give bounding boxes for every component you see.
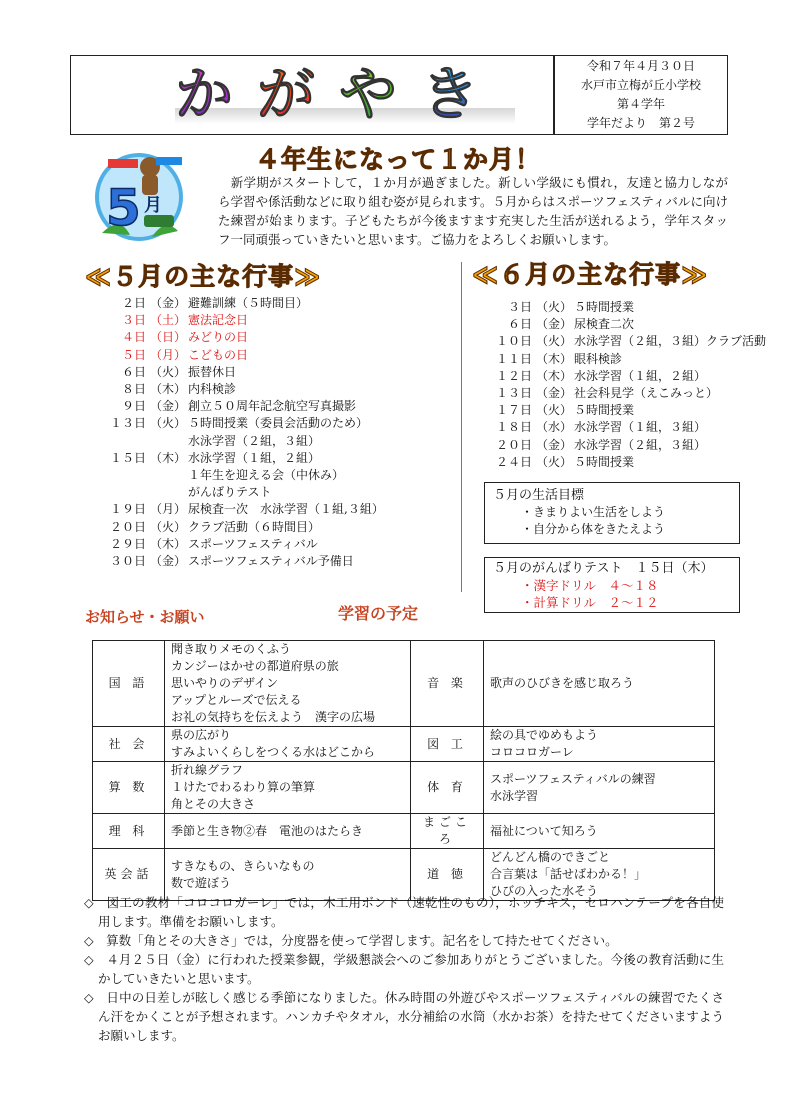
svg-text:き: き [421,62,480,128]
test-item: ・漢字ドリル ４～１８ [521,578,659,593]
event-day: １８日 [495,420,532,435]
event-weekday: （火） [536,334,573,349]
unit-item: お礼の気持ちを伝えよう 漢字の広場 [171,710,376,724]
subject-cell: 算 数 [93,762,165,814]
event-day: １３日 [495,386,532,401]
event-row [70,347,384,364]
event-row [470,368,766,385]
event-weekday: （火） [536,300,573,314]
content-cell [484,641,715,727]
subject-cell: 図 工 [411,727,484,762]
event-weekday [150,484,188,501]
event-row [470,333,766,350]
event-name: 水泳学習（１組，２組） [574,368,707,383]
event-row [70,501,384,518]
unit-item: 水泳学習 [490,788,539,803]
table-row [93,762,715,814]
event-name: 振替休日 [188,364,237,379]
event-name: 水泳学習（１組，２組） [188,450,321,465]
unit-item: アップとルーズで伝える [171,693,302,707]
event-day: ６日 [121,364,146,379]
event-row [70,519,384,536]
subject-cell: まごころ [411,814,484,849]
unit-item: スポーツフェスティバルの練習 [490,771,656,786]
unit-item: コロコロガーレ [490,745,574,759]
event-name: 水泳学習（２組，３組） [574,437,707,452]
event-row [70,553,384,570]
note-item: ◇ 図工の教材「コロコロガーレ」では，木工用ボンド（速乾性のもの），ホッチキス，セロハンテープを各自使用します。準備をお願いします。 [84,895,724,929]
event-name: １年生を迎える会（中休み） [188,468,345,483]
event-day: ８日 [121,382,146,397]
event-name: 水泳学習（２組，３組） [188,433,321,448]
header-info [556,57,726,133]
event-day: ２日 [121,296,146,310]
event-day: １２日 [495,368,532,383]
event-name: 尿検査二次 [574,317,635,332]
content-cell [484,762,715,814]
content-cell [484,727,715,762]
svg-text:が: が [257,62,316,128]
event-day: ２０日 [109,519,146,534]
event-day [70,467,150,484]
goal-item: ・自分から体をきたえよう [521,522,666,536]
event-day: ２９日 [109,536,146,551]
event-day: １５日 [109,450,146,465]
subject-cell: 理 科 [93,814,165,849]
event-row [470,385,766,402]
content-cell [484,814,715,849]
event-day: ４日 [121,330,146,345]
subject-cell: 社 会 [93,727,165,762]
june-events-heading: ≪６月の主な行事≫ [472,260,709,289]
event-weekday: （月） [150,347,187,362]
unit-item: 聞き取りメモのくふう [171,642,292,656]
unit-item: すみよいくらしをつくる水はどこから [171,745,376,759]
study-plan-table [92,640,715,901]
subject-cell: 英会話 [93,849,165,901]
event-weekday: （火） [536,403,573,418]
event-weekday: （木） [150,382,187,397]
event-row [70,381,384,398]
event-row [70,329,384,346]
event-day: ３日 [507,300,532,314]
event-row [70,398,384,415]
event-weekday: （金） [536,317,573,332]
event-weekday: （金） [536,386,573,401]
event-weekday: （火） [150,519,187,534]
issue-number: 学年だより 第２号 [586,116,695,130]
unit-item: すきなもの、きらいなもの [171,858,315,873]
event-row [470,351,766,368]
notice-label: お知らせ・お願い [85,608,205,626]
event-weekday: （木） [536,368,573,383]
unit-item: 福祉について知ろう [490,823,598,838]
event-day: １０日 [495,334,532,349]
note-item: ◇ 日中の日差しが眩しく感じる季節になりました。休み時間の外遊びやスポーツフェスティバルの練習でたくさん汗をかくことが予想されます。ハンカチやタオル，水分補給の水筒（水かお茶）を持たせてくださいますようお願いします。 [84,990,724,1043]
content-cell [165,641,411,727]
unit-item: 合言葉は「話せばわかる！」 [490,867,647,881]
main-title: ４年生になって１か月！ [255,145,542,174]
unit-item: ひびの入った水そう [490,884,599,898]
unit-item: 思いやりのデザイン [171,676,279,690]
event-name: 眼科検診 [574,351,623,366]
unit-item: カンジーはかせの都道府県の旅 [171,659,339,673]
june-events-list [470,299,766,471]
event-weekday: （火） [150,364,187,379]
note-item: ◇ ４月２５日（金）に行われた授業参観，学級懇談会へのご参加ありがとうございました。今後の教育活動に生かしていきたいと思います。 [84,952,724,986]
event-weekday: （金） [150,554,187,569]
column-divider [461,262,462,592]
event-weekday [150,433,188,450]
event-row [70,536,384,553]
event-weekday: （日） [150,330,187,345]
event-name: 尿検査一次 水泳学習（１組,３組） [188,502,384,517]
study-plan-label: 学習の予定 [338,604,419,623]
event-name: スポーツフェスティバル [188,536,318,551]
event-weekday: （月） [150,502,187,517]
event-weekday: （土） [150,313,187,328]
event-day: １３日 [109,416,146,431]
subject-cell: 音 楽 [411,641,484,727]
event-name: スポーツフェスティバル予備日 [188,554,354,569]
event-weekday: （金） [150,296,187,310]
may-events-list [70,295,384,570]
note-item: ◇ 算数「角とその大きさ」では，分度器を使って学習します。記名をして持たせてください。 [84,933,618,948]
event-day: ３日 [121,313,146,328]
event-row [70,415,384,432]
event-name: 水泳学習（１組，３組） [574,420,707,435]
event-name: みどりの日 [188,330,249,345]
event-row [470,402,766,419]
goal-title: ５月の生活目標 [493,488,585,503]
event-day: ３０日 [109,554,146,569]
may-badge-illustration [90,145,188,243]
event-name: クラブ活動（６時間目） [188,519,321,534]
event-row [70,484,384,501]
event-name: 創立５０周年記念航空写真撮影 [188,399,357,414]
event-day: ５日 [121,347,146,362]
event-name: がんばりテスト [188,485,272,500]
event-weekday: （金） [536,437,573,452]
content-cell [165,762,411,814]
event-name: 内科検診 [188,382,237,397]
table-row [93,814,715,849]
unit-item: 折れ線グラフ [171,763,244,777]
event-row [70,312,384,329]
event-row [70,467,384,484]
event-name: こどもの日 [188,347,249,362]
event-name: ５時間授業（委員会活動のため） [188,416,369,431]
monthly-goal-box [484,482,740,544]
event-row [470,299,766,316]
event-name: 社会科見学（えこみっと） [574,386,719,401]
content-cell [165,814,411,849]
event-row [470,419,766,436]
event-name: 憲法記念日 [188,313,249,328]
event-weekday: （木） [536,351,573,366]
event-day [70,433,150,450]
event-row [70,364,384,381]
subject-cell: 国 語 [93,641,165,727]
event-day: １１日 [495,351,532,366]
school-name: 水戸市立梅が丘小学校 [580,78,701,92]
event-weekday [150,467,188,484]
event-weekday: （火） [150,416,187,431]
test-box [484,557,740,613]
event-row [70,433,384,450]
event-day [70,484,150,501]
table-row [93,727,715,762]
event-row [70,295,384,312]
event-weekday: （木） [150,450,187,465]
content-cell [165,727,411,762]
event-name: 水泳学習（２組，３組）クラブ活動 [574,334,767,349]
issue-date: 令和７年４月３０日 [586,59,695,73]
unit-item: 県の広がり [171,728,232,742]
event-day: ６日 [507,317,532,332]
event-name: ５時間授業 [574,454,635,469]
unit-item: 季節と生き物②春 電池のはたらき [171,823,364,838]
unit-item: 角とその大きさ [171,797,256,811]
unit-item: 絵の具でゆめもよう [490,728,599,742]
event-row [470,437,766,454]
event-row [470,454,766,471]
svg-text:や: や [339,62,398,128]
event-day: ９日 [121,399,146,414]
footer-notes [84,893,724,1045]
event-name: 避難訓練（５時間目） [188,296,309,310]
event-day: １９日 [109,502,146,517]
event-name: ５時間授業 [574,403,635,418]
goal-item: ・きまりよい生活をしよう [521,505,666,519]
grade-label: 第４学年 [616,97,665,111]
unit-item: １けたでわるわり算の筆算 [171,780,316,794]
may-events-heading: ≪５月の主な行事≫ [85,262,322,291]
subject-cell: 体 育 [411,762,484,814]
event-weekday: （火） [536,454,573,469]
svg-text:月: 月 [144,195,162,216]
svg-text:5: 5 [106,179,141,237]
unit-item: 数で遊ぼう [171,875,232,890]
unit-item: どんどん橋のできごと [490,850,611,864]
subject-cell: 道 徳 [411,849,484,901]
event-weekday: （水） [536,420,573,435]
table-row [93,641,715,727]
event-day: １７日 [495,403,532,418]
event-day: ２４日 [495,454,532,469]
event-day: ２０日 [495,437,532,452]
event-name: ５時間授業 [574,300,635,314]
header-divider [553,55,555,135]
intro-paragraph: 新学期がスタートして，１か月が過ぎました。新しい学級にも慣れ，友達と協力しながら学習や係活動などに取り組む姿が見られます。５月からはスポーツフェスティバルに向けた練習が始まります。子どもたちが今後ますます充実した生活が送れるよう，学年スタッフ一同頑張っていきたいと思います。ご協力をよろしくお願いします。 [218,175,728,247]
event-weekday: （木） [150,536,187,551]
newsletter-logo [175,62,515,130]
event-row [70,450,384,467]
event-row [470,316,766,333]
test-item: ・計算ドリル ２～１２ [521,595,659,610]
event-weekday: （金） [150,399,187,414]
svg-text:か: か [175,62,234,128]
unit-item: 歌声のひびきを感じ取ろう [490,676,635,690]
test-title: ５月のがんばりテスト １５日（木） [493,561,714,576]
